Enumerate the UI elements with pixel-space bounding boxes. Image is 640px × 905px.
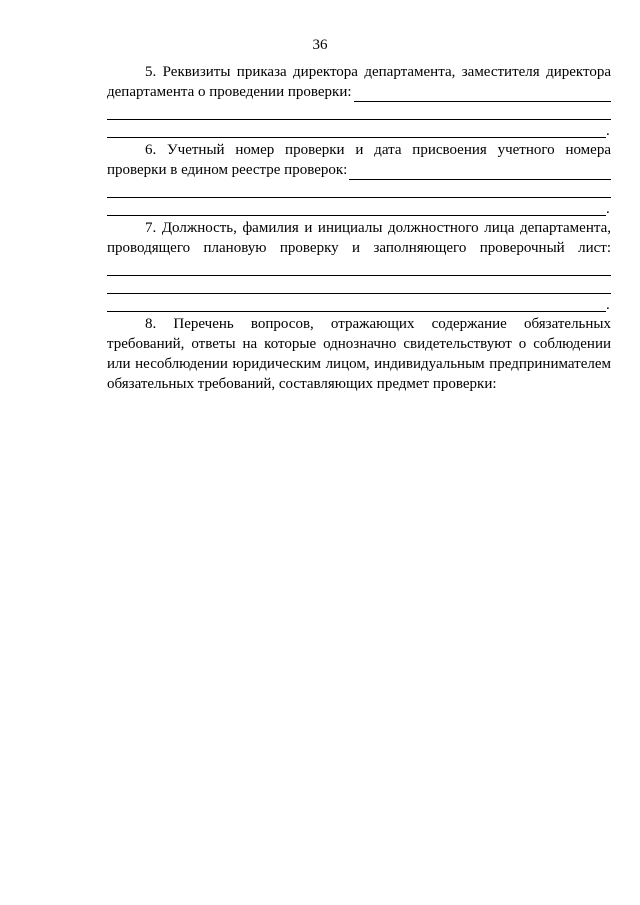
item-7-blank-line-2 <box>107 279 611 294</box>
item-5-section <box>107 62 611 138</box>
item-5-fill-row <box>107 82 611 102</box>
page-number: 36 <box>312 37 328 53</box>
item-7-blank-line-final <box>107 297 611 312</box>
item-8-paragraph: 8. Перечень вопросов, отражающих содержание обязательных требований, ответы на которые однозначно свидетельствуют о соблюдении или несоблюдении юридическим лицом, индивидуальным предпринимателем обязательных требований, составляющих предмет проверки: <box>107 316 611 392</box>
item-6-blank-line-final <box>107 201 611 216</box>
item-7-section <box>107 218 611 312</box>
item-6-heading: 6. Учетный номер проверки и дата присвоения учетного номера <box>145 142 611 158</box>
item-8-section <box>107 314 611 394</box>
item-7-blank-line-1 <box>107 261 611 276</box>
item-6-label: проверки в едином реестре проверок: <box>107 162 348 178</box>
item-7-label: проводящего плановую проверку и заполняющего проверочный лист: <box>107 240 611 256</box>
item-5-heading: 5. Реквизиты приказа директора департамента, заместителя директора <box>145 64 611 80</box>
item-5-blank-line-final <box>107 123 611 138</box>
item-5-blank-line <box>107 105 611 120</box>
item-6-fill-row <box>107 160 611 180</box>
item-7-end-mark: . <box>606 297 610 313</box>
item-7-heading: 7. Должность, фамилия и инициалы должностного лица департамента, <box>145 220 611 236</box>
item-5-end-mark: . <box>606 123 610 139</box>
item-6-blank-field <box>349 165 611 180</box>
item-6-blank-line <box>107 183 611 198</box>
item-5-label: департамента о проведении проверки: <box>107 84 352 100</box>
document-body <box>107 62 611 396</box>
item-6-end-mark: . <box>606 201 610 217</box>
item-5-blank-field <box>354 87 611 102</box>
item-6-section <box>107 140 611 216</box>
